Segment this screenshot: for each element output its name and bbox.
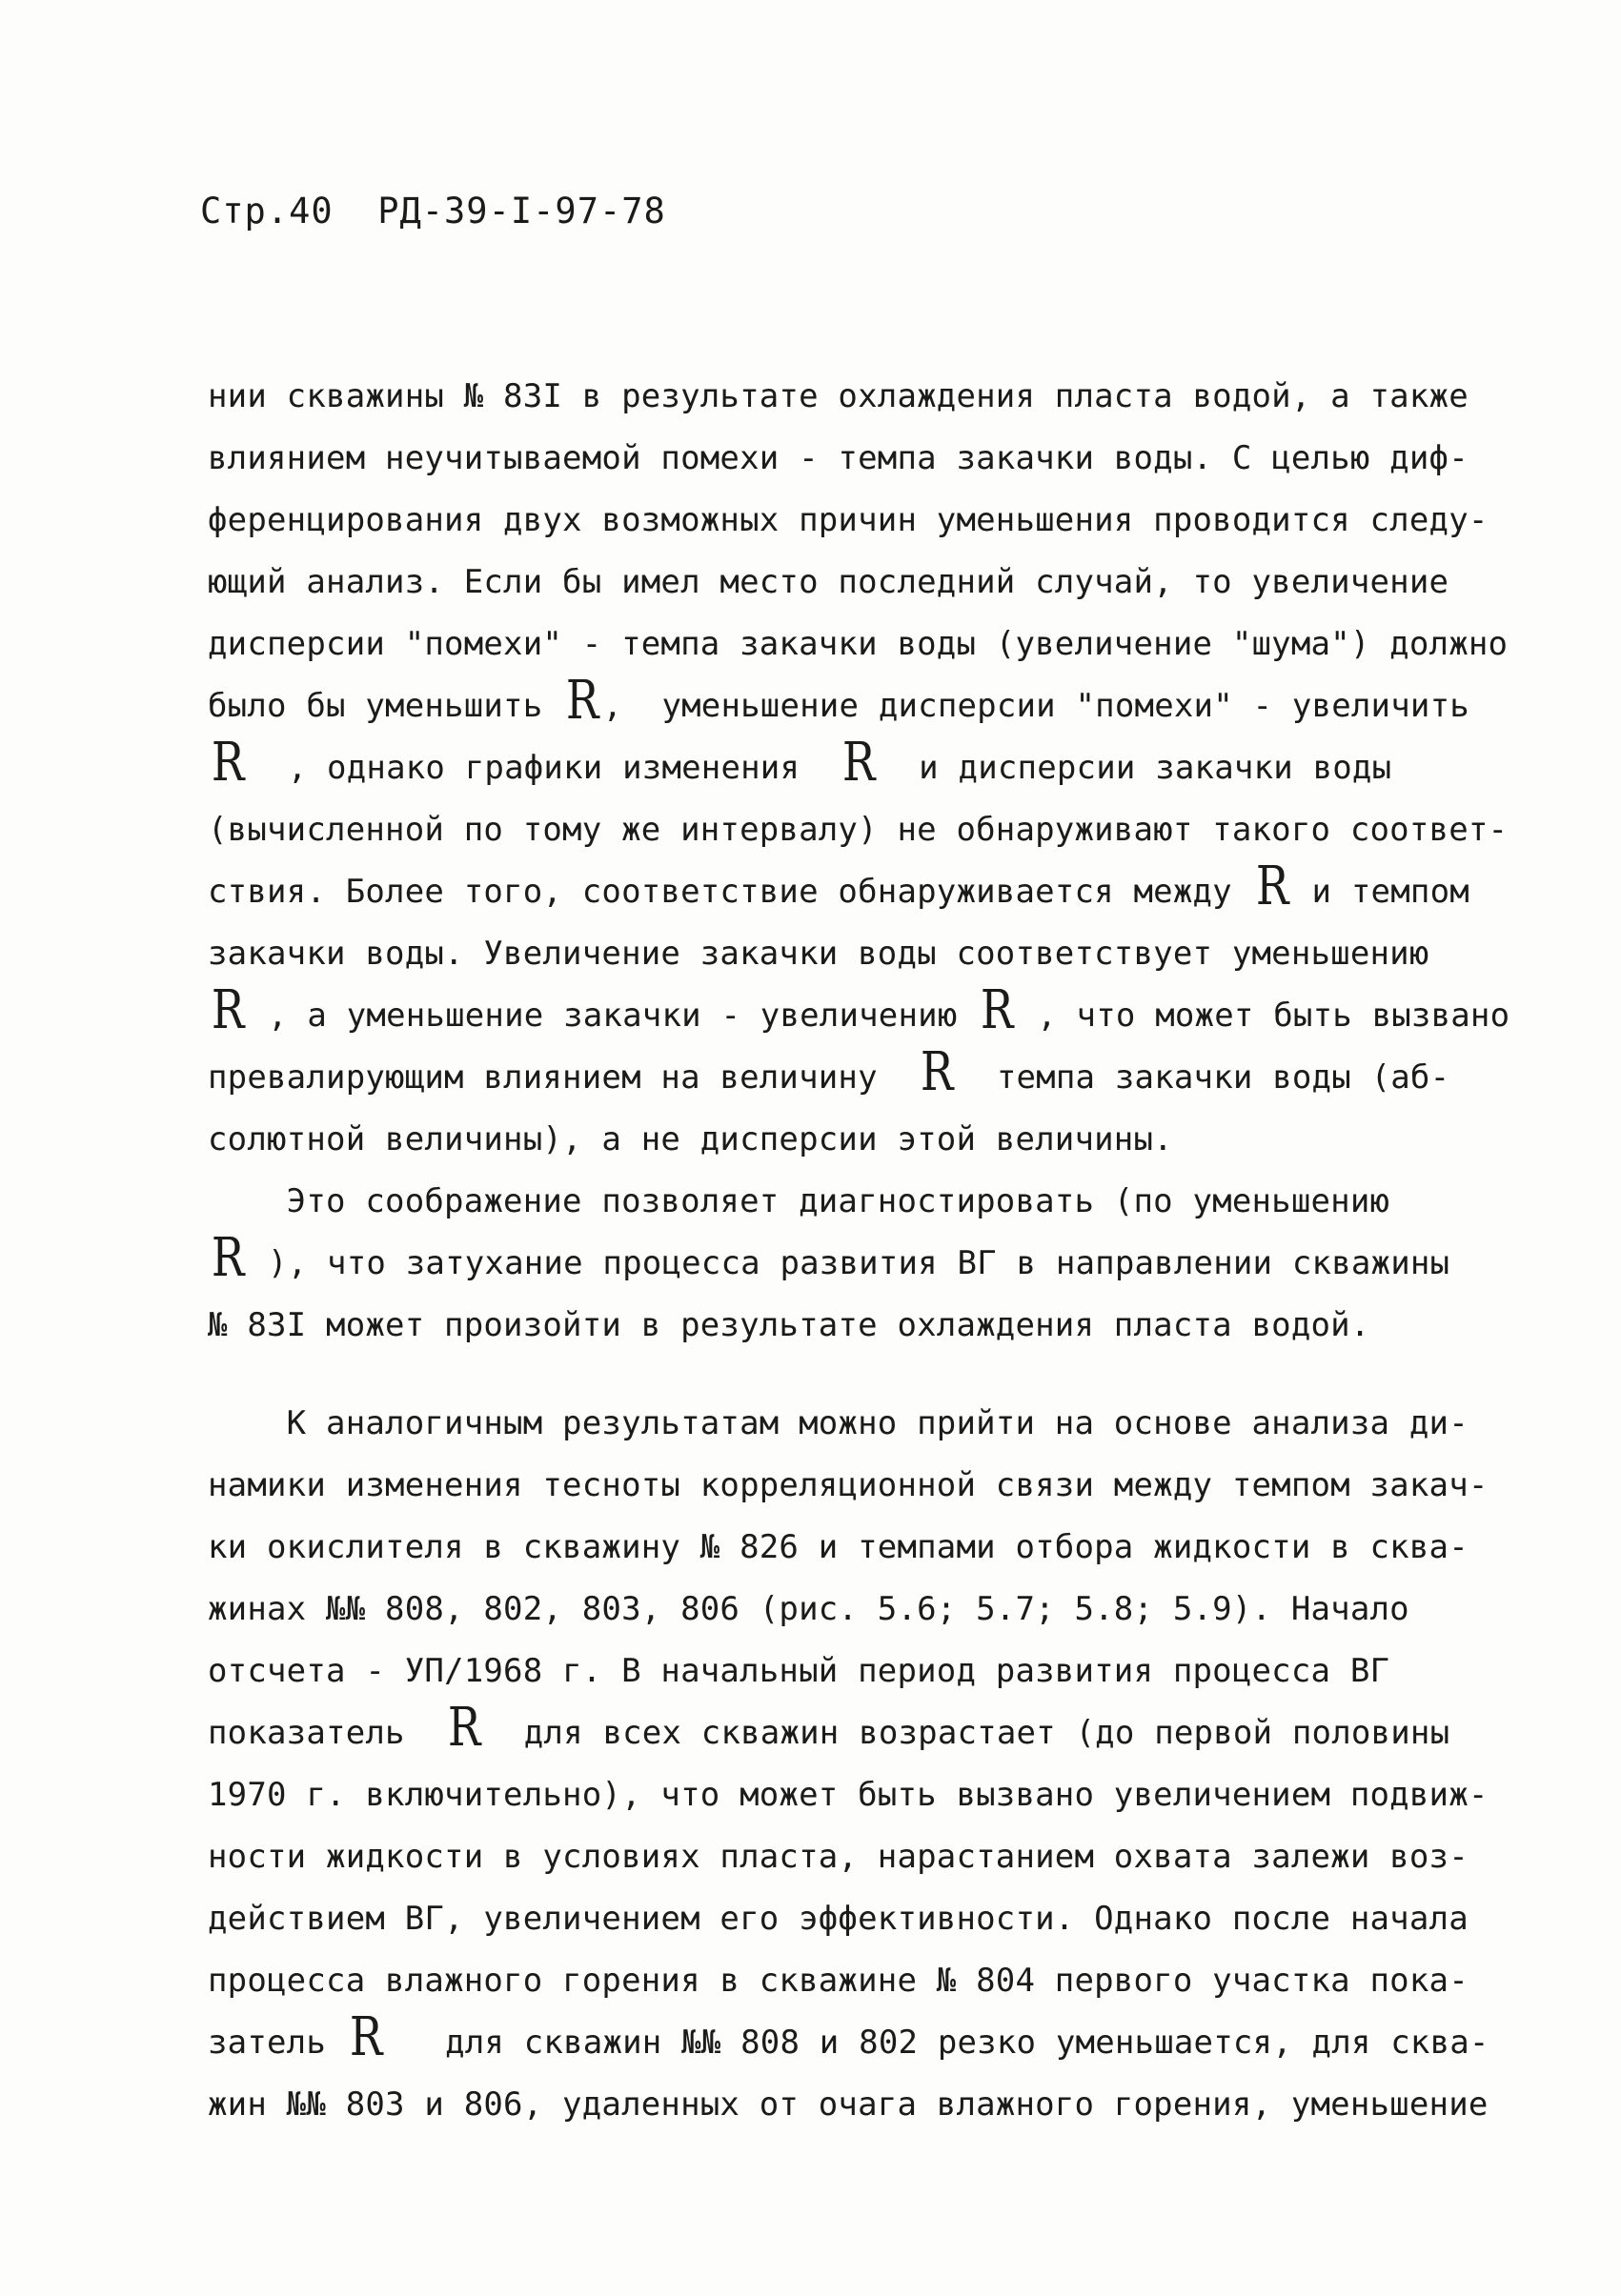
text-segment: было бы уменьшить [208, 687, 563, 725]
text-line [208, 1171, 1475, 1233]
handwritten-symbol-r: R [1255, 856, 1289, 917]
handwritten-symbol-r: R [842, 732, 877, 794]
text-segment: , а уменьшение закачки - увеличению [248, 997, 978, 1035]
text-segment: темпа закачки воды (аб- [957, 1058, 1450, 1097]
text-segment: нии скважины № 83I в результате охлаждения пласта водой, а также [208, 377, 1469, 415]
handwritten-symbol-r: R [447, 1697, 481, 1759]
text-segment: ющий анализ. Если бы имел место последний случай, то увеличение [208, 563, 1449, 601]
text-line [208, 1888, 1475, 1950]
text-segment: ), что затухание процесса развития ВГ в направлении скважины [248, 1244, 1450, 1282]
text-segment: жинах №№ 808, 802, 803, 806 (рис. 5.6; 5.7; 5.8; 5.9). Начало [208, 1590, 1409, 1628]
paragraph-gap [208, 1357, 1475, 1393]
text-line [208, 799, 1509, 861]
handwritten-symbol-r: R [349, 2006, 383, 2068]
text-line [208, 1579, 1475, 1641]
text-segment: ствия. Более того, соответствие обнаруживается между [208, 873, 1252, 911]
text-line [208, 2074, 1489, 2136]
text-segment: (вычисленной по тому же интервалу) не обнаруживают такого соответ- [208, 811, 1509, 849]
text-segment: 1970 г. включительно), что может быть вызвано увеличением подвиж- [208, 1776, 1489, 1814]
text-segment: и дисперсии закачки воды [879, 749, 1392, 787]
text-segment: и темпом [1291, 873, 1469, 911]
text-segment: влиянием неучитываемой помехи - темпа закачки воды. С целью диф- [208, 439, 1469, 477]
text-segment: жин №№ 803 и 806, удаленных от очага влажного горения, уменьшение [208, 2085, 1489, 2124]
handwritten-symbol-r: R [211, 979, 245, 1041]
text-line [208, 1227, 1475, 1295]
text-segment: , уменьшение дисперсии "помехи" - увеличить [602, 687, 1469, 725]
text-line [208, 490, 1489, 552]
text-line [208, 1697, 1475, 1764]
text-line [208, 732, 1475, 799]
text-segment: действием ВГ, увеличением его эффективности. Однако после начала [208, 1900, 1469, 1938]
text-line [208, 923, 1475, 985]
text-line [208, 428, 1475, 490]
text-line [208, 614, 1509, 675]
text-segment: затель [208, 2024, 346, 2062]
text-line [208, 670, 1475, 737]
text-segment: дисперсии "помехи" - темпа закачки воды (увеличение "шума") должно [208, 625, 1509, 663]
text-line [208, 1455, 1489, 1517]
text-segment: превалирующим влиянием на величину [208, 1058, 918, 1097]
text-line [208, 1517, 1475, 1579]
text-line [208, 856, 1475, 923]
handwritten-symbol-r: R [211, 732, 245, 794]
text-segment: , однако графики изменения [248, 749, 840, 787]
text-line [208, 2006, 1489, 2074]
text-segment: намики изменения тесноты корреляционной связи между темпом закач- [208, 1466, 1489, 1504]
text-segment: Это соображение позволяет диагностировать (по уменьшению [208, 1182, 1390, 1220]
text-segment: для всех скважин возрастает (до первой половины [484, 1714, 1450, 1752]
text-segment: К аналогичным результатам можно прийти на основе анализа ди- [208, 1404, 1469, 1442]
text-line [208, 1041, 1475, 1109]
handwritten-symbol-r: R [211, 1227, 245, 1289]
text-segment: отсчета - УП/1968 г. В начальный период развития процесса ВГ [208, 1652, 1390, 1690]
text-segment: закачки воды. Увеличение закачки воды соответствует уменьшению [208, 935, 1429, 973]
text-segment: ференцирования двух возможных причин уменьшения проводится следу- [208, 501, 1489, 539]
text-segment: процесса влажного горения в скважине № 804 первого участка пока- [208, 1962, 1469, 2000]
handwritten-symbol-r: R [920, 1041, 954, 1103]
handwritten-symbol-r: R [565, 670, 599, 732]
text-line [208, 1950, 1475, 2012]
text-segment: ности жидкости в условиях пласта, нарастанием охвата залежи воз- [208, 1838, 1469, 1876]
text-line [208, 1393, 1475, 1455]
document-body [208, 366, 1510, 2136]
text-segment: солютной величины), а не дисперсии этой величины. [208, 1120, 1173, 1158]
text-segment: ки окислителя в скважину № 826 и темпами отбора жидкости в сква- [208, 1528, 1469, 1566]
text-line [208, 366, 1475, 428]
text-line [208, 1826, 1475, 1888]
text-line [208, 1764, 1489, 1826]
text-line [208, 1641, 1475, 1702]
text-segment: № 83I может произойти в результате охлаждения пласта водой. [208, 1306, 1370, 1344]
page-header: Стр.40 РД-39-I-97-78 [200, 191, 666, 232]
text-line [208, 1109, 1475, 1171]
text-segment: для скважин №№ 808 и 802 резко уменьшается, для сква- [386, 2024, 1489, 2062]
text-line [208, 1295, 1475, 1357]
text-segment: , что может быть вызвано [1017, 997, 1510, 1035]
text-line [208, 979, 1510, 1047]
text-segment: показатель [208, 1714, 445, 1752]
text-line [208, 552, 1475, 614]
handwritten-symbol-r: R [980, 979, 1014, 1041]
